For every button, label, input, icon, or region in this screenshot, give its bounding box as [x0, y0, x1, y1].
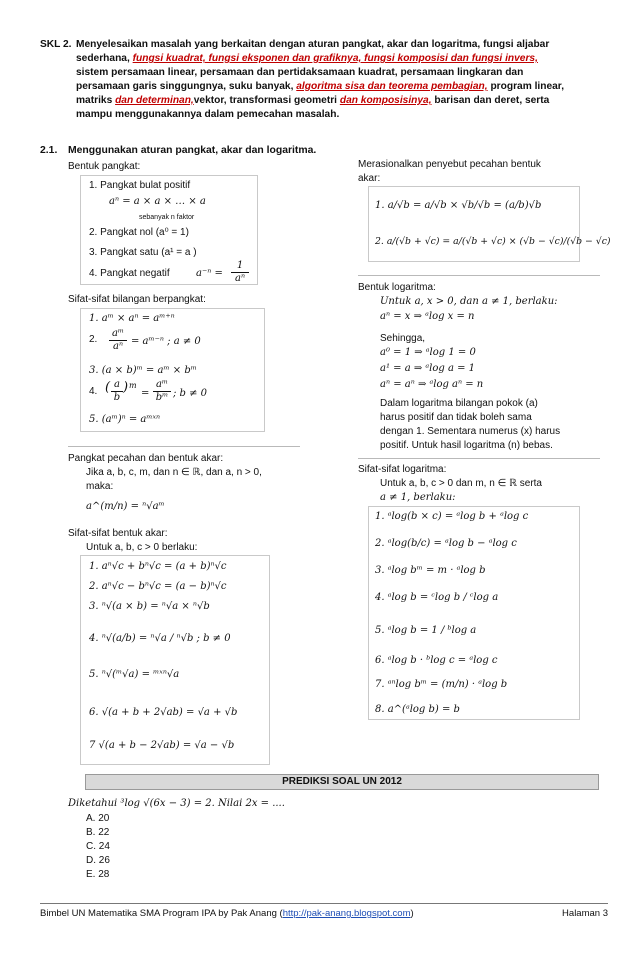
- divider: [358, 275, 600, 276]
- rasional-title-2: akar:: [358, 173, 381, 184]
- log-text: aⁿ = x ⇒ ᵃlog x = n: [380, 311, 475, 322]
- skl-line: matriks dan determinan,vektor, transformasi geometri dan komposisinya, barisan dan deret, serta: [76, 95, 550, 106]
- footer: [40, 908, 608, 919]
- log-note: positif. Untuk hasil logaritma (n) bebas.: [380, 440, 553, 451]
- option-b[interactable]: B. 22: [86, 827, 110, 838]
- pangkat-box: 1. Pangkat bulat positif aⁿ = a × a × … × a sebanyak n faktor 2. Pangkat nol (a⁰ = 1) 3. Pangkat satu (a¹ = a ) 4. Pangkat negatif a⁻ⁿ = 1 aⁿ: [80, 175, 258, 285]
- log-text: Sehingga,: [380, 333, 426, 344]
- option-d[interactable]: D. 26: [86, 855, 110, 866]
- footer-link[interactable]: http://pak-anang.blogspot.com: [282, 908, 411, 919]
- akar-text: Jika a, b, c, m, dan n ∈ ℝ, dan a, n > 0,: [86, 467, 262, 478]
- sifat-pangkat-title: Sifat-sifat bilangan berpangkat:: [68, 294, 206, 305]
- akar-text: maka:: [86, 481, 114, 492]
- skl-line: Menyelesaikan masalah yang berkaitan dengan aturan pangkat, akar dan logaritma, fungsi aljabar: [76, 39, 550, 50]
- option-e[interactable]: E. 28: [86, 869, 110, 880]
- footer-text: Bimbel UN Matematika SMA Program IPA by Pak Anang (: [40, 908, 283, 919]
- skl-line: sistem persamaan linear, persamaan dan pertidaksamaan kuadrat, persamaan lingkaran dan: [76, 67, 524, 78]
- skl-line: mampu menggunakannya dalam pemecahan masalah.: [76, 109, 340, 120]
- rasional-title: Merasionalkan penyebut pecahan bentuk: [358, 159, 541, 170]
- log-note: Dalam logaritma bilangan pokok (a): [380, 398, 538, 409]
- akar-title: Pangkat pecahan dan bentuk akar:: [68, 453, 224, 464]
- sifat-akar-sub: Untuk a, b, c > 0 berlaku:: [86, 542, 198, 553]
- sifat-pangkat-box: 1. aᵐ × aⁿ = aᵐ⁺ⁿ 2. aᵐ aⁿ = aᵐ⁻ⁿ ; a ≠ 0 3. (a × b)ᵐ = aᵐ × bᵐ 4. ( a b ) m = aᵐ bᵐ ; b ≠ 0 5. (aᵐ)ⁿ = aᵐˣⁿ: [80, 308, 265, 432]
- prediksi-question: Diketahui ³log √(6x − 3) = 2. Nilai 2x = ....: [68, 798, 285, 809]
- bentuk-pangkat-title: Bentuk pangkat:: [68, 161, 141, 172]
- divider: [68, 446, 300, 447]
- rasional-box: 1. a/√b = a/√b × √b/√b = (a/b)√b 2. a/(√b + √c) = a/(√b + √c) × (√b − √c)/(√b − √c): [368, 186, 580, 262]
- logaritma-title: Bentuk logaritma:: [358, 282, 436, 293]
- log-text: a¹ = a ⇒ ᵃlog a = 1: [380, 363, 476, 374]
- prediksi-title: PREDIKSI SOAL UN 2012: [85, 774, 599, 790]
- sifat-log-box: 1. ᵃlog(b × c) = ᵃlog b + ᵃlog c 2. ᵃlog(b/c) = ᵃlog b − ᵃlog c 3. ᵃlog bᵐ = m · ᵃlog b 4. ᵃlog b = ᶜlog b / ᶜlog a 5. ᵃlog b = 1 / ᵇlog a 6. ᵃlog b · ᵇlog c = ᵃlog c 7. ᵃⁿlog bᵐ = (m/n) · ᵃlog b 8. a^(ᵃlog b) = b: [368, 506, 580, 720]
- sifat-log-text: Untuk a, b, c > 0 dan m, n ∈ ℝ serta: [380, 478, 542, 489]
- skl-number: SKL 2.: [40, 39, 72, 50]
- log-text: Untuk a, x > 0, dan a ≠ 1, berlaku:: [380, 296, 558, 307]
- sifat-log-title: Sifat-sifat logaritma:: [358, 464, 447, 475]
- skl-line: sederhana, fungsi kuadrat, fungsi eksponen dan grafiknya, fungsi komposisi dan fungsi invers,: [76, 53, 538, 64]
- akar-formula: a^(m/n) = ⁿ√aᵐ: [86, 501, 165, 512]
- footer-text: ): [410, 908, 414, 919]
- option-c[interactable]: C. 24: [86, 841, 110, 852]
- page-number: Halaman 3: [562, 908, 608, 919]
- log-note: dengan 1. Sementara numerus (x) harus: [380, 426, 561, 437]
- option-a[interactable]: A. 20: [86, 813, 110, 824]
- log-text: a⁰ = 1 ⇒ ᵃlog 1 = 0: [380, 347, 476, 358]
- divider: [358, 458, 600, 459]
- skl-line: persamaan garis singgungnya, suku banyak, algoritma sisa dan teorema pembagian, program linear,: [76, 81, 565, 92]
- skl-header: [40, 38, 608, 122]
- log-text: aⁿ = aⁿ ⇒ ᵃlog aⁿ = n: [380, 379, 484, 390]
- log-note: harus positif dan tidak boleh sama: [380, 412, 532, 423]
- sifat-log-text: a ≠ 1, berlaku:: [380, 492, 456, 503]
- sifat-akar-box: 1. aⁿ√c + bⁿ√c = (a + b)ⁿ√c 2. aⁿ√c − bⁿ√c = (a − b)ⁿ√c 3. ⁿ√(a × b) = ⁿ√a × ⁿ√b 4. ⁿ√(a/b) = ⁿ√a / ⁿ√b ; b ≠ 0 5. ⁿ√(ᵐ√a) = ᵐˣⁿ√a 6. √(a + b + 2√ab) = √a + √b 7 √(a + b − 2√ab) = √a − √b: [80, 555, 270, 765]
- footer-divider: [40, 903, 608, 904]
- sifat-akar-title: Sifat-sifat bentuk akar:: [68, 528, 168, 539]
- section-heading: 2.1. Menggunakan aturan pangkat, akar dan logaritma.: [40, 145, 317, 156]
